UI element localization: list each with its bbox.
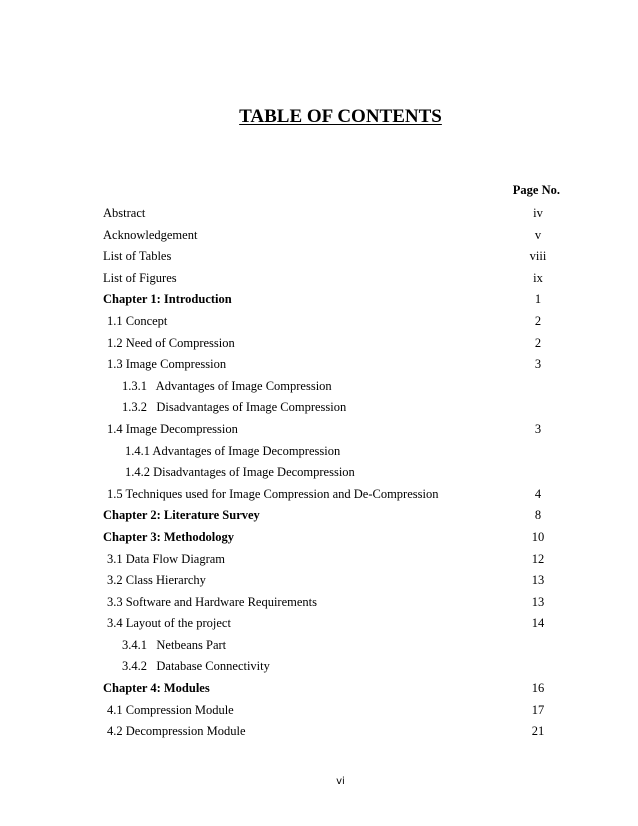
toc-entry-label: 3.4.2 Database Connectivity [122,659,270,674]
toc-chapter-row [0,678,638,700]
toc-row [0,203,638,225]
toc-row [0,441,638,463]
toc-entry-label: 3.1 Data Flow Diagram [107,551,226,566]
toc-row [0,354,638,376]
toc-entry-label: Chapter 4: Modules [103,681,210,696]
toc-entry-label: 1.2 Need of Compression [107,335,235,350]
toc-entry-page-number: 1 [534,292,542,307]
toc-entry-label: 1.3 Image Compression [107,357,227,372]
toc-entry-page-number: 3 [534,421,542,436]
toc-entry-page-number: v [534,227,542,242]
toc-row [0,613,638,635]
toc-entry-label: 3.4.1 Netbeans Part [122,637,227,652]
toc-entry-page-number: iv [533,206,543,220]
toc-entry-page-number: 8 [534,508,542,523]
toc-entry-label: 1.3.1 Advantages of Image Compression [122,378,332,393]
toc-entry-page-number: 10 [531,529,545,544]
toc-entry-label: Chapter 2: Literature Survey [103,508,260,523]
toc-entry-page-number: 12 [531,551,545,566]
toc-row [0,570,638,592]
toc-entry-label: 3.3 Software and Hardware Requirements [107,594,317,609]
toc-entry-label: List of Figures [103,270,177,285]
toc-entry-page-number: 3 [534,357,542,372]
toc-row [0,333,638,355]
toc-row [0,484,638,506]
toc-entry-label: 1.4 Image Decompression [107,421,238,436]
toc-row [0,462,638,484]
toc-entry-label: 3.4 Layout of the project [107,616,231,631]
toc-entry-label: Chapter 3: Methodology [103,529,235,544]
toc-entry-page-number: 21 [531,724,545,739]
toc-entry-page-number: 13 [531,573,545,588]
toc-row [0,311,638,333]
toc-chapter-row [0,505,638,527]
toc-entry-label: 1.5 Techniques used for Image Compression and De-Compression [107,486,439,501]
toc-entry-label: 1.1 Concept [107,313,168,328]
toc-entry-label: 1.4.2 Disadvantages of Image Decompression [125,465,355,480]
toc-entry-label: Acknowledgement [103,227,198,242]
toc-row [0,397,638,419]
toc-row [0,268,638,290]
toc-entry-label: 3.2 Class Hierarchy [107,573,206,588]
footer-page-number: vi [336,776,345,787]
toc-row [0,656,638,678]
toc-entry-page-number: 14 [531,616,545,631]
toc-entry-page-number: 17 [531,702,545,717]
toc-chapter-row [0,289,638,311]
toc-entry-page-number: 2 [534,335,542,350]
toc-entry-label: 4.2 Decompression Module [107,724,246,739]
toc-entry-page-number: viii [529,249,547,264]
toc-entry-label: Abstract [103,206,146,220]
page-number-column-header: Page No. [512,183,560,197]
toc-entry-page-number: ix [533,270,543,285]
toc-entry-page-number: 13 [531,594,545,609]
toc-row [0,549,638,571]
toc-row [0,376,638,398]
toc-entry-page-number: 16 [531,681,545,696]
table-of-contents-list [0,203,638,743]
toc-row [0,592,638,614]
toc-chapter-row [0,527,638,549]
toc-entry-label: 4.1 Compression Module [107,702,234,717]
toc-entry-label: List of Tables [103,249,172,264]
toc-row [0,721,638,743]
toc-entry-label: 1.4.1 Advantages of Image Decompression [125,443,341,458]
toc-row [0,635,638,657]
toc-entry-label: Chapter 1: Introduction [103,292,232,307]
toc-row [0,700,638,722]
toc-entry-page-number: 4 [534,486,542,501]
toc-row [0,225,638,247]
toc-row [0,419,638,441]
toc-row [0,246,638,268]
page-title: TABLE OF CONTENTS [239,106,442,127]
toc-entry-label: 1.3.2 Disadvantages of Image Compression [122,400,347,415]
toc-entry-page-number: 2 [534,313,542,328]
